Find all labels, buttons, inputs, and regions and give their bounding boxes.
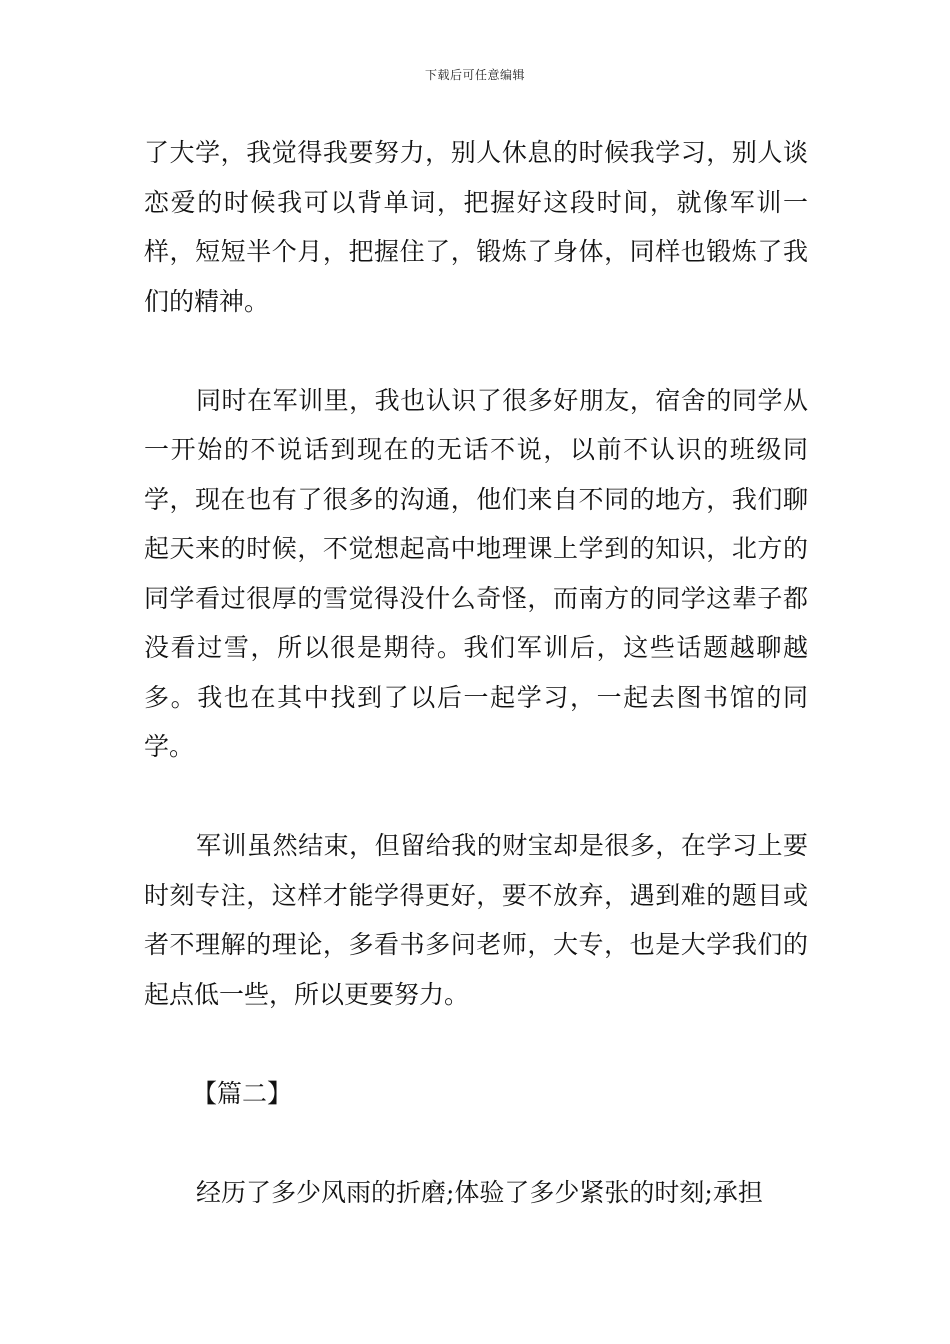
paragraph-continuation: 了大学，我觉得我要努力，别人休息的时候我学习，别人谈恋爱的时候我可以背单词，把握好这段时间，就像军训一样，短短半个月，把握住了，锻炼了身体，同样也锻炼了我们的精神。 <box>144 138 808 316</box>
paragraph-gap <box>144 1019 808 1069</box>
page-header-note: 下载后可任意编辑 <box>424 68 525 82</box>
paragraph-friends: 同时在军训里，我也认识了很多好朋友，宿舍的同学从一开始的不说话到现在的无话不说，以前不认识的班级同学，现在也有了很多的沟通，他们来自不同的地方，我们聊起天来的时候，不觉想起高中地理课上学到的知识，北方的同学看过很厚的雪觉得没什么奇怪，而南方的同学这辈子都没看过雪，所以很是期待。我们军训后，这些话题越聊越多。我也在其中找到了以后一起学习，一起去图书馆的同学。 <box>144 385 808 761</box>
paragraph-section-two-start: 经历了多少风雨的折磨;体验了多少紧张的时刻;承担 <box>196 1177 763 1207</box>
paragraph-gap <box>144 772 808 822</box>
section-heading: 【篇二】 <box>192 1078 293 1108</box>
paragraph-gap <box>144 1118 808 1168</box>
document-body <box>144 128 808 1217</box>
paragraph-gap <box>144 326 808 376</box>
paragraph-conclusion: 军训虽然结束，但留给我的财宝却是很多，在学习上要时刻专注，这样才能学得更好，要不放弃，遇到难的题目或者不理解的理论，多看书多问老师，大专，也是大学我们的起点低一些，所以更要努力。 <box>144 831 808 1009</box>
